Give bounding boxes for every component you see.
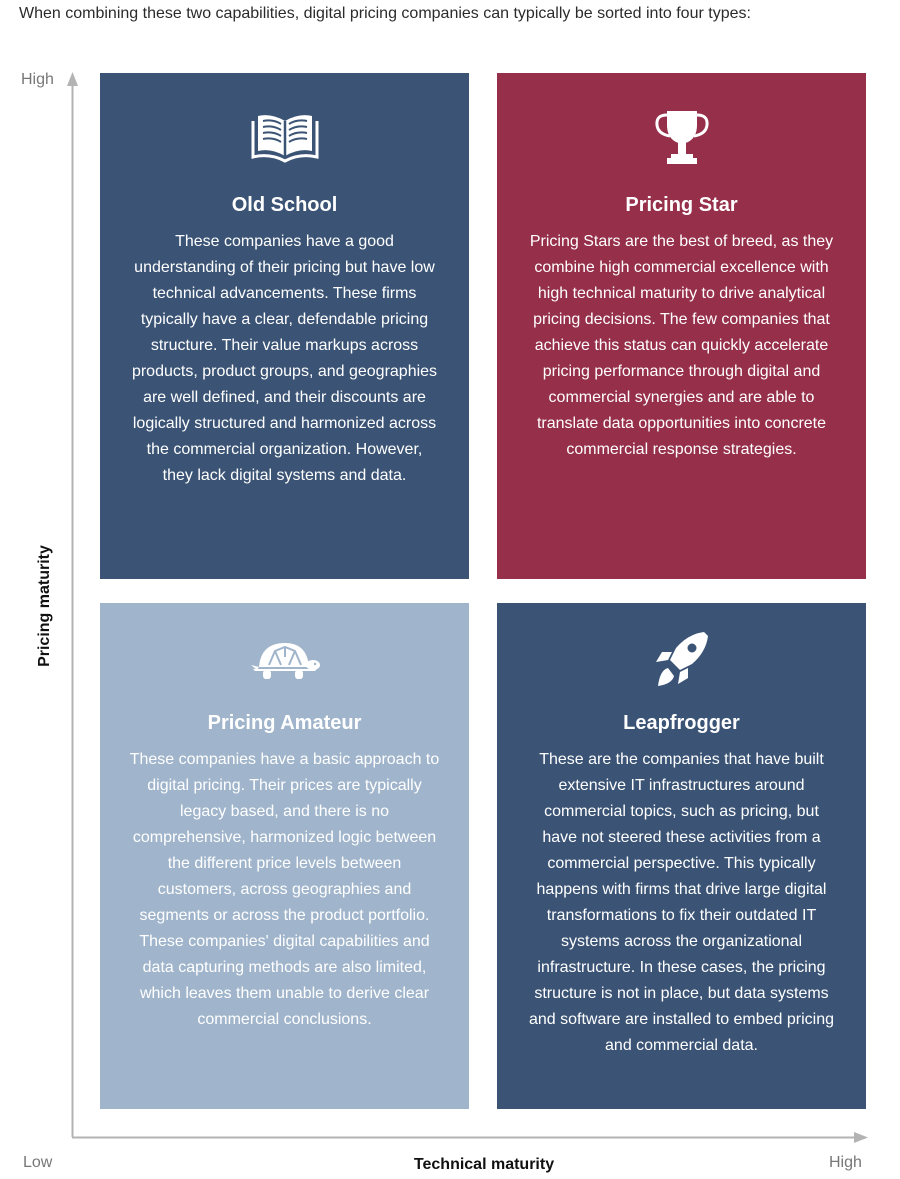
turtle-icon [249,637,321,686]
quadrant-description: These are the companies that have built extensive IT infrastructures around commercial topics, such as pricing, but have not steered these activities from a commercial perspective. This typically happens with firms that drive large digital transformations to fix their outdated IT systems across the organizational infrastructure. In these cases, the pricing structure is not in place, but data systems and software are installed to embed pricing and commercial data. [528,751,835,1054]
rocket-icon [654,630,710,695]
x-axis-low-label: Low [23,1154,53,1171]
quadrant-description: Pricing Stars are the best of breed, as they combine high commercial excellence with high technical maturity to drive analytical pricing decisions. The few companies that achieve this status can quickly accelerate pricing performance through digital and commercial synergies and are able to translate data opportunities into concrete commercial response strategies. [529,233,834,458]
quadrant-leapfrogger [497,603,866,1109]
quadrant-description: These companies have a good understanding of their pricing but have low technical advancements. These firms typically have a clear, defendable pricing structure. Their value markups across products, product groups, and geographies are well defined, and their discounts are logically structured and harmonized across the commercial organization. However, they lack digital systems and data. [131,233,438,484]
x-axis-high-label: High [829,1154,862,1171]
x-axis-title: Technical maturity [413,1156,555,1173]
quadrant-pricing-amateur [100,603,469,1109]
quadrant-title: Pricing Star [625,194,738,216]
x-axis-arrow [854,1132,868,1143]
quadrant-title: Pricing Amateur [207,712,362,734]
quadrant-pricing-star [497,73,866,579]
open-book-icon [251,113,319,168]
intro-text: When combining these two capabilities, digital pricing companies can typically be sorted into four types: [19,5,751,22]
quadrant-title: Old School [231,194,338,216]
y-axis-title: Pricing maturity [36,545,53,667]
y-axis-arrow [67,72,78,86]
trophy-icon [654,107,710,170]
quadrant-description: These companies have a basic approach to digital pricing. Their prices are typically legacy based, and there is no comprehensive, harmonized logic between the different price levels between customers, across geographies and segments or across the product portfolio. These companies' digital capabilities and data capturing methods are also limited, which leaves them unable to derive clear commercial conclusions. [129,751,440,1028]
quadrant-old-school [100,73,469,579]
quadrant-title: Leapfrogger [623,712,740,734]
y-axis-high-label: High [21,71,54,88]
